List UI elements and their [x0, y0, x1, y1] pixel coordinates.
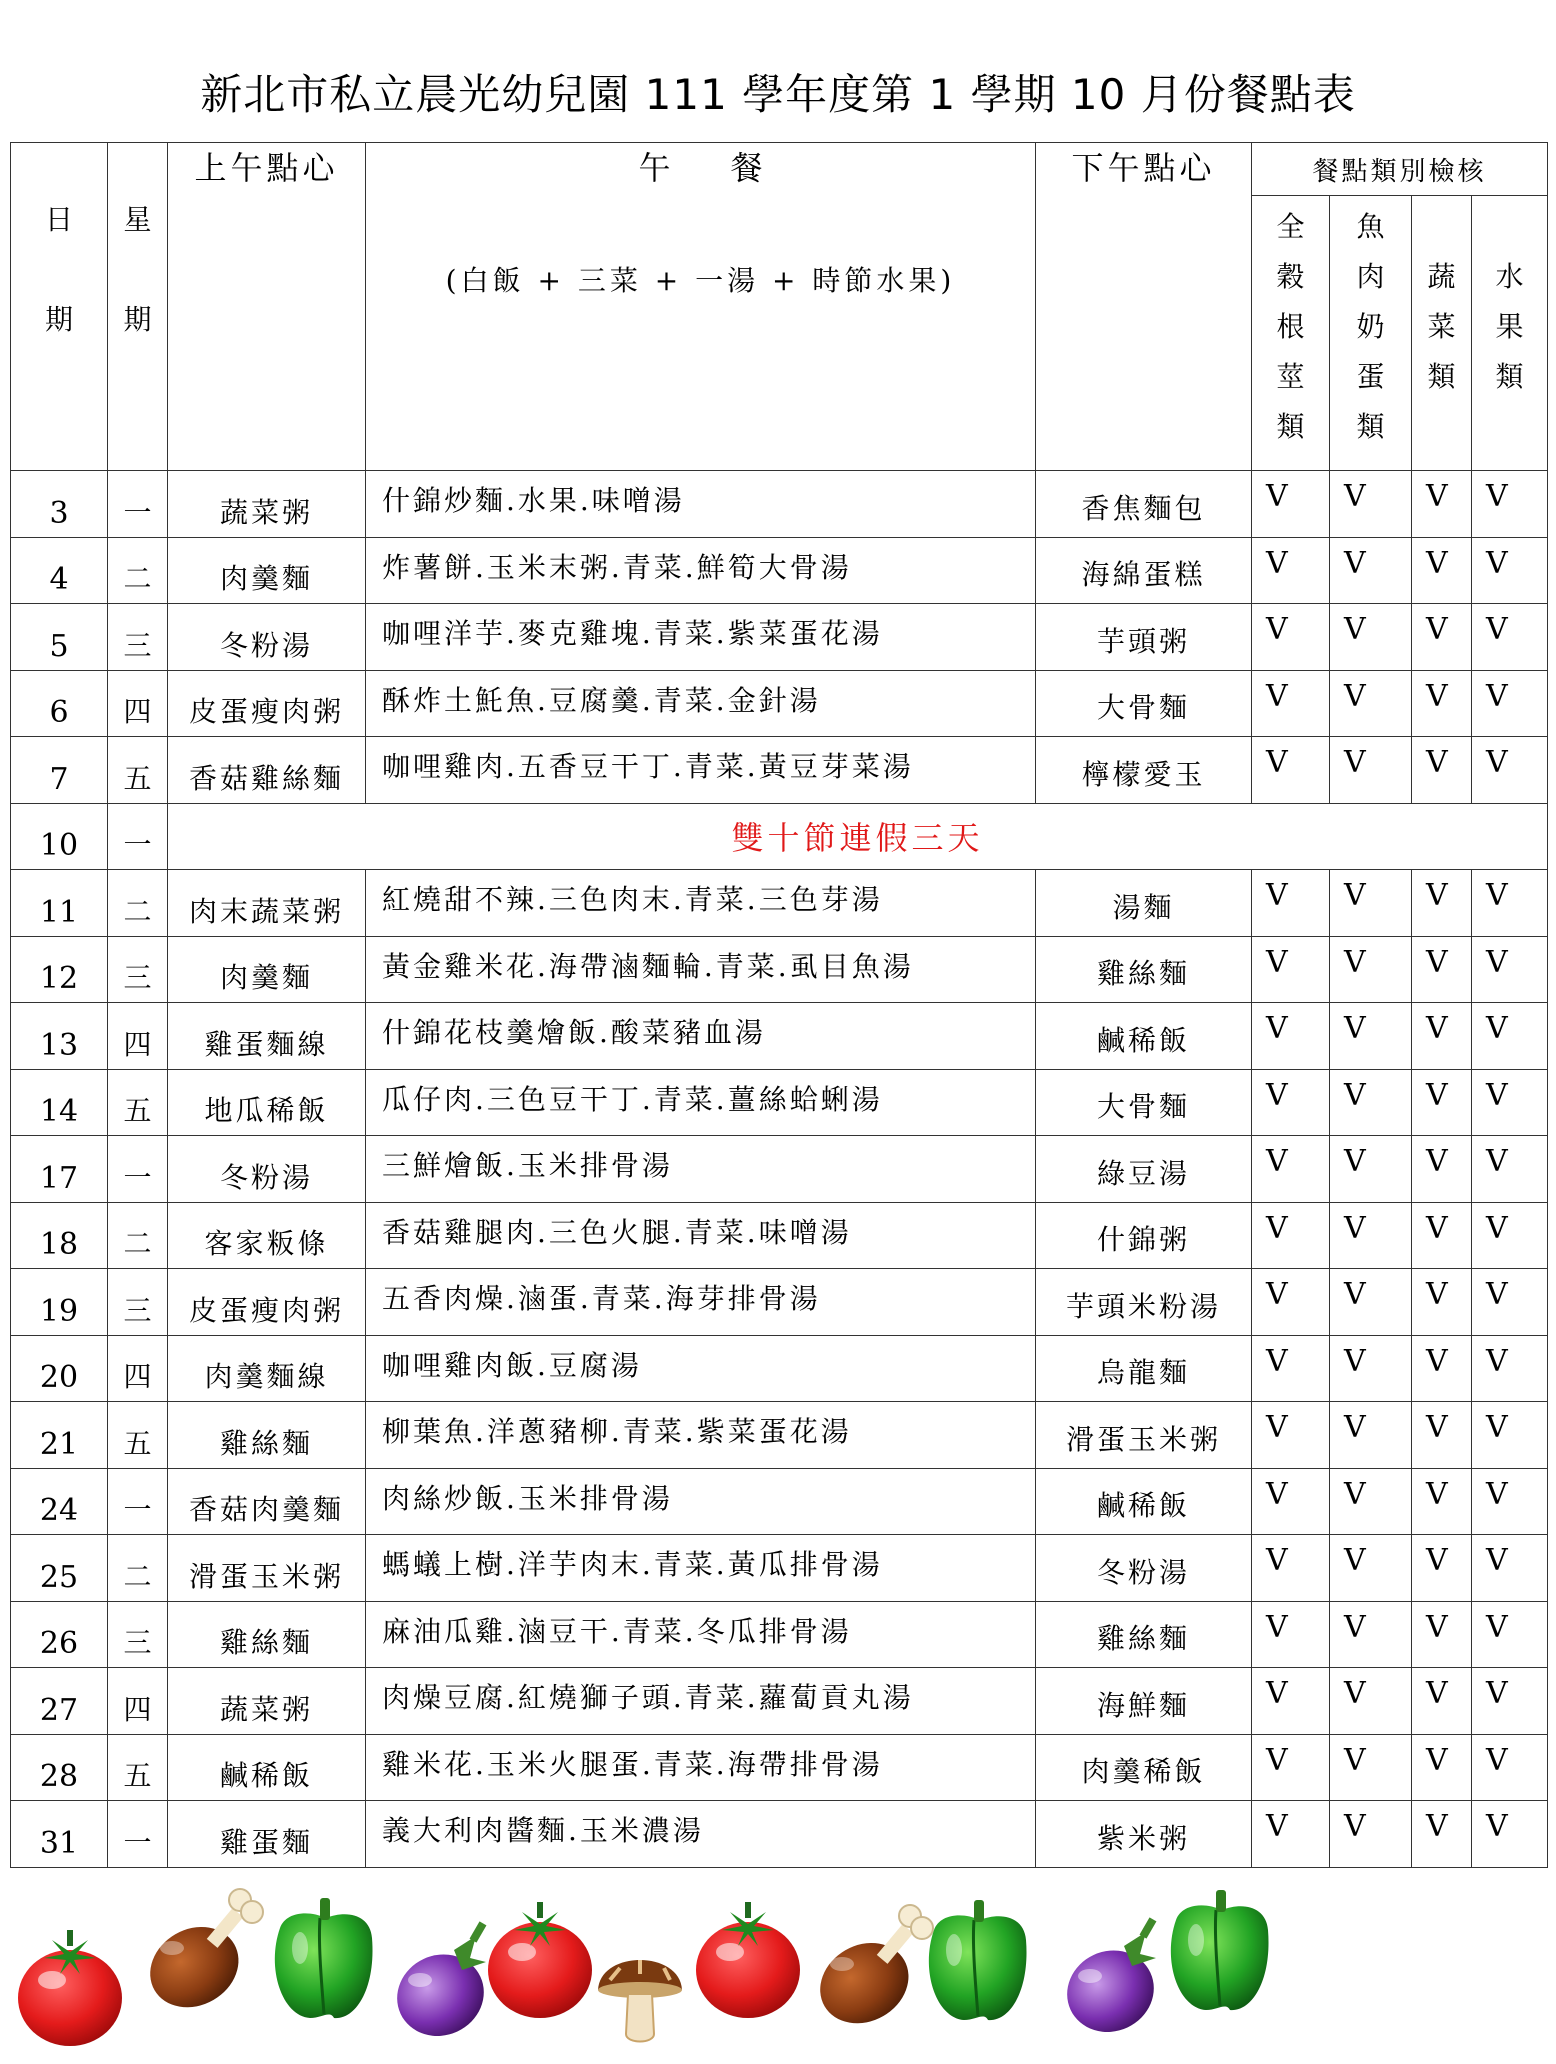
cell-weekday: 一	[108, 471, 168, 538]
cell-date: 27	[11, 1668, 108, 1735]
cell-check-mark: V	[1472, 870, 1548, 937]
cell-morning-snack: 地瓜稀飯	[168, 1069, 366, 1136]
cell-check-mark: V	[1412, 1734, 1472, 1801]
cell-lunch: 義大利肉醬麵.玉米濃湯	[366, 1801, 1036, 1868]
cell-check-mark: V	[1412, 670, 1472, 737]
cell-check-mark: V	[1330, 737, 1412, 804]
drumstick-icon	[136, 1889, 263, 2023]
cell-check-mark: V	[1252, 1202, 1330, 1269]
table-row	[11, 471, 1548, 538]
cell-afternoon-snack: 紫米粥	[1036, 1801, 1252, 1868]
cell-weekday: 四	[108, 1003, 168, 1070]
cell-check-mark: V	[1330, 1601, 1412, 1668]
cell-afternoon-snack: 鹹稀飯	[1036, 1468, 1252, 1535]
cell-check-mark: V	[1252, 1335, 1330, 1402]
cell-morning-snack: 雞絲麵	[168, 1601, 366, 1668]
cell-lunch: 雞米花.玉米火腿蛋.青菜.海帶排骨湯	[366, 1734, 1036, 1801]
cell-lunch: 肉絲炒飯.玉米排骨湯	[366, 1468, 1036, 1535]
cell-check-mark: V	[1252, 1468, 1330, 1535]
cell-check-mark: V	[1330, 870, 1412, 937]
header-date: 日 期	[11, 143, 108, 471]
cell-weekday: 二	[108, 870, 168, 937]
cell-check-mark: V	[1330, 1269, 1412, 1336]
green-pepper-icon	[275, 1898, 373, 2018]
cell-check-mark: V	[1412, 1402, 1472, 1469]
cell-lunch: 什錦花枝羹燴飯.酸菜豬血湯	[366, 1003, 1036, 1070]
cell-check-mark: V	[1472, 1069, 1548, 1136]
cell-date: 18	[11, 1202, 108, 1269]
tomato-icon	[696, 1902, 800, 2018]
cell-check-mark: V	[1412, 1801, 1472, 1868]
cell-lunch: 柳葉魚.洋蔥豬柳.青菜.紫菜蛋花湯	[366, 1402, 1036, 1469]
header-afternoon-snack: 下午點心	[1036, 143, 1252, 471]
cell-check-mark: V	[1330, 1335, 1412, 1402]
cell-check-mark: V	[1472, 1136, 1548, 1203]
cell-date: 4	[11, 537, 108, 604]
cell-weekday: 二	[108, 537, 168, 604]
cell-check-mark: V	[1472, 1335, 1548, 1402]
cell-check-mark: V	[1252, 936, 1330, 1003]
cell-weekday: 三	[108, 1601, 168, 1668]
meal-table	[10, 142, 1548, 1868]
cell-morning-snack: 皮蛋瘦肉粥	[168, 1269, 366, 1336]
cell-afternoon-snack: 海鮮麵	[1036, 1668, 1252, 1735]
cell-weekday: 四	[108, 1335, 168, 1402]
cell-date: 28	[11, 1734, 108, 1801]
cell-morning-snack: 蔬菜粥	[168, 1668, 366, 1735]
cell-afternoon-snack: 檸檬愛玉	[1036, 737, 1252, 804]
cell-check-mark: V	[1412, 1136, 1472, 1203]
cell-afternoon-snack: 雞絲麵	[1036, 936, 1252, 1003]
cell-date: 5	[11, 604, 108, 671]
cell-weekday: 一	[108, 1136, 168, 1203]
cell-date: 14	[11, 1069, 108, 1136]
cell-lunch: 肉燥豆腐.紅燒獅子頭.青菜.蘿蔔貢丸湯	[366, 1668, 1036, 1735]
cell-weekday: 二	[108, 1202, 168, 1269]
cell-check-mark: V	[1472, 670, 1548, 737]
cell-weekday: 四	[108, 670, 168, 737]
page-title: 新北市私立晨光幼兒園 111 學年度第 1 學期 10 月份餐點表	[200, 70, 1356, 119]
cell-afternoon-snack: 鹹稀飯	[1036, 1003, 1252, 1070]
cell-check-mark: V	[1252, 1136, 1330, 1203]
cell-morning-snack: 客家粄條	[168, 1202, 366, 1269]
cell-check-mark: V	[1412, 1202, 1472, 1269]
cell-check-mark: V	[1252, 537, 1330, 604]
cell-morning-snack: 冬粉湯	[168, 604, 366, 671]
cell-holiday-notice: 雙十節連假三天	[168, 803, 1548, 870]
cell-check-mark: V	[1330, 1069, 1412, 1136]
cell-weekday: 三	[108, 1269, 168, 1336]
table-row	[11, 604, 1548, 671]
mushroom-icon	[598, 1960, 682, 2042]
footer-food-icons	[0, 1880, 1556, 2050]
cell-check-mark: V	[1472, 1003, 1548, 1070]
cell-check-mark: V	[1412, 604, 1472, 671]
cell-check-mark: V	[1330, 1734, 1412, 1801]
tomato-icon	[18, 1930, 122, 2046]
cell-lunch: 香菇雞腿肉.三色火腿.青菜.味噌湯	[366, 1202, 1036, 1269]
cell-lunch: 螞蟻上樹.洋芋肉末.青菜.黃瓜排骨湯	[366, 1535, 1036, 1602]
cell-lunch: 咖哩洋芋.麥克雞塊.青菜.紫菜蛋花湯	[366, 604, 1036, 671]
cell-lunch: 五香肉燥.滷蛋.青菜.海芽排骨湯	[366, 1269, 1036, 1336]
cell-morning-snack: 蔬菜粥	[168, 471, 366, 538]
cell-weekday: 一	[108, 1801, 168, 1868]
table-row	[11, 1269, 1548, 1336]
cell-check-mark: V	[1472, 737, 1548, 804]
cell-lunch: 什錦炒麵.水果.味噌湯	[366, 471, 1036, 538]
cell-afternoon-snack: 湯麵	[1036, 870, 1252, 937]
header-check-protein: 魚 肉 奶 蛋 類	[1330, 196, 1412, 471]
table-row	[11, 737, 1548, 804]
cell-date: 19	[11, 1269, 108, 1336]
cell-date: 21	[11, 1402, 108, 1469]
cell-check-mark: V	[1330, 1003, 1412, 1070]
header-check-vegetable: 蔬 菜 類	[1412, 196, 1472, 471]
table-row	[11, 1468, 1548, 1535]
cell-lunch: 麻油瓜雞.滷豆干.青菜.冬瓜排骨湯	[366, 1601, 1036, 1668]
cell-check-mark: V	[1252, 1734, 1330, 1801]
cell-check-mark: V	[1252, 1069, 1330, 1136]
cell-date: 6	[11, 670, 108, 737]
table-row	[11, 1601, 1548, 1668]
cell-weekday: 二	[108, 1535, 168, 1602]
cell-date: 25	[11, 1535, 108, 1602]
cell-check-mark: V	[1252, 670, 1330, 737]
cell-afternoon-snack: 滑蛋玉米粥	[1036, 1402, 1252, 1469]
header-check-grains: 全 穀 根 莖 類	[1252, 196, 1330, 471]
header-morning-snack: 上午點心	[168, 143, 366, 471]
cell-afternoon-snack: 冬粉湯	[1036, 1535, 1252, 1602]
cell-weekday: 一	[108, 803, 168, 870]
cell-check-mark: V	[1330, 1202, 1412, 1269]
cell-morning-snack: 雞絲麵	[168, 1402, 366, 1469]
cell-afternoon-snack: 海綿蛋糕	[1036, 537, 1252, 604]
green-pepper-icon	[929, 1900, 1027, 2020]
cell-check-mark: V	[1412, 1003, 1472, 1070]
cell-check-mark: V	[1252, 1601, 1330, 1668]
cell-check-mark: V	[1252, 1269, 1330, 1336]
header-weekday: 星 期	[108, 143, 168, 471]
table-row	[11, 670, 1548, 737]
cell-check-mark: V	[1412, 1069, 1472, 1136]
cell-afternoon-snack: 香焦麵包	[1036, 471, 1252, 538]
cell-check-mark: V	[1330, 1801, 1412, 1868]
tomato-icon	[488, 1902, 592, 2018]
cell-lunch: 咖哩雞肉.五香豆干丁.青菜.黃豆芽菜湯	[366, 737, 1036, 804]
cell-check-mark: V	[1472, 1468, 1548, 1535]
cell-check-mark: V	[1252, 1668, 1330, 1735]
cell-check-mark: V	[1412, 1468, 1472, 1535]
cell-check-mark: V	[1412, 1601, 1472, 1668]
cell-date: 11	[11, 870, 108, 937]
header-check: 餐點類別檢核	[1252, 143, 1548, 196]
cell-afternoon-snack: 雞絲麵	[1036, 1601, 1252, 1668]
cell-check-mark: V	[1472, 604, 1548, 671]
cell-morning-snack: 肉羹麵線	[168, 1335, 366, 1402]
cell-date: 3	[11, 471, 108, 538]
table-row	[11, 1402, 1548, 1469]
table-row	[11, 1202, 1548, 1269]
cell-check-mark: V	[1472, 1402, 1548, 1469]
cell-check-mark: V	[1412, 870, 1472, 937]
cell-afternoon-snack: 大骨麵	[1036, 670, 1252, 737]
cell-check-mark: V	[1472, 1601, 1548, 1668]
cell-check-mark: V	[1330, 537, 1412, 604]
cell-morning-snack: 肉羹麵	[168, 936, 366, 1003]
cell-lunch: 酥炸土魠魚.豆腐羹.青菜.金針湯	[366, 670, 1036, 737]
cell-morning-snack: 香菇肉羹麵	[168, 1468, 366, 1535]
cell-date: 13	[11, 1003, 108, 1070]
cell-check-mark: V	[1252, 1535, 1330, 1602]
header-lunch-sub: (白飯 + 三菜 + 一湯 + 時節水果)	[445, 264, 956, 297]
cell-lunch: 瓜仔肉.三色豆干丁.青菜.薑絲蛤蜊湯	[366, 1069, 1036, 1136]
cell-date: 7	[11, 737, 108, 804]
cell-check-mark: V	[1472, 1668, 1548, 1735]
cell-weekday: 五	[108, 1069, 168, 1136]
table-row	[11, 1335, 1548, 1402]
cell-check-mark: V	[1412, 1269, 1472, 1336]
cell-afternoon-snack: 什錦粥	[1036, 1202, 1252, 1269]
cell-check-mark: V	[1252, 1402, 1330, 1469]
cell-check-mark: V	[1330, 604, 1412, 671]
cell-afternoon-snack: 烏龍麵	[1036, 1335, 1252, 1402]
cell-check-mark: V	[1472, 936, 1548, 1003]
table-row	[11, 1069, 1548, 1136]
cell-afternoon-snack: 芋頭米粉湯	[1036, 1269, 1252, 1336]
cell-check-mark: V	[1252, 1003, 1330, 1070]
cell-check-mark: V	[1252, 471, 1330, 538]
cell-afternoon-snack: 肉羹稀飯	[1036, 1734, 1252, 1801]
cell-morning-snack: 雞蛋麵線	[168, 1003, 366, 1070]
cell-weekday: 三	[108, 604, 168, 671]
cell-morning-snack: 香菇雞絲麵	[168, 737, 366, 804]
cell-weekday: 五	[108, 737, 168, 804]
table-row	[11, 1003, 1548, 1070]
cell-date: 12	[11, 936, 108, 1003]
cell-check-mark: V	[1472, 1801, 1548, 1868]
cell-check-mark: V	[1472, 537, 1548, 604]
cell-check-mark: V	[1412, 737, 1472, 804]
cell-check-mark: V	[1330, 936, 1412, 1003]
cell-check-mark: V	[1330, 1535, 1412, 1602]
cell-weekday: 四	[108, 1668, 168, 1735]
cell-lunch: 三鮮燴飯.玉米排骨湯	[366, 1136, 1036, 1203]
cell-lunch: 紅燒甜不辣.三色肉末.青菜.三色芽湯	[366, 870, 1036, 937]
cell-check-mark: V	[1330, 471, 1412, 538]
cell-lunch: 黃金雞米花.海帶滷麵輪.青菜.虱目魚湯	[366, 936, 1036, 1003]
cell-date: 17	[11, 1136, 108, 1203]
cell-check-mark: V	[1330, 1136, 1412, 1203]
cell-check-mark: V	[1330, 1668, 1412, 1735]
header-lunch: 午餐 (白飯 + 三菜 + 一湯 + 時節水果)	[366, 143, 1036, 471]
cell-weekday: 五	[108, 1402, 168, 1469]
cell-date: 10	[11, 803, 108, 870]
table-row	[11, 870, 1548, 937]
cell-morning-snack: 鹹稀飯	[168, 1734, 366, 1801]
header-check-fruit: 水 果 類	[1472, 196, 1548, 471]
cell-check-mark: V	[1330, 670, 1412, 737]
cell-check-mark: V	[1412, 1535, 1472, 1602]
cell-morning-snack: 滑蛋玉米粥	[168, 1535, 366, 1602]
cell-check-mark: V	[1412, 537, 1472, 604]
cell-check-mark: V	[1330, 1468, 1412, 1535]
table-row	[11, 1136, 1548, 1203]
cell-check-mark: V	[1252, 737, 1330, 804]
table-row	[11, 1734, 1548, 1801]
eggplant-icon	[1054, 1917, 1168, 2046]
cell-weekday: 三	[108, 936, 168, 1003]
cell-afternoon-snack: 大骨麵	[1036, 1069, 1252, 1136]
cell-morning-snack: 冬粉湯	[168, 1136, 366, 1203]
cell-check-mark: V	[1252, 1801, 1330, 1868]
green-pepper-icon	[1171, 1890, 1269, 2010]
cell-afternoon-snack: 芋頭粥	[1036, 604, 1252, 671]
cell-check-mark: V	[1472, 1535, 1548, 1602]
cell-weekday: 五	[108, 1734, 168, 1801]
cell-check-mark: V	[1412, 936, 1472, 1003]
cell-check-mark: V	[1412, 471, 1472, 538]
cell-morning-snack: 肉羹麵	[168, 537, 366, 604]
drumstick-icon	[806, 1905, 933, 2039]
cell-date: 31	[11, 1801, 108, 1868]
table-row	[11, 1668, 1548, 1735]
table-row	[11, 1535, 1548, 1602]
cell-date: 20	[11, 1335, 108, 1402]
cell-date: 26	[11, 1601, 108, 1668]
table-row	[11, 1801, 1548, 1868]
cell-check-mark: V	[1472, 471, 1548, 538]
table-row	[11, 803, 1548, 870]
cell-check-mark: V	[1472, 1202, 1548, 1269]
cell-check-mark: V	[1330, 1402, 1412, 1469]
cell-lunch: 咖哩雞肉飯.豆腐湯	[366, 1335, 1036, 1402]
cell-date: 24	[11, 1468, 108, 1535]
cell-lunch: 炸薯餅.玉米末粥.青菜.鮮筍大骨湯	[366, 537, 1036, 604]
cell-check-mark: V	[1472, 1734, 1548, 1801]
eggplant-icon	[384, 1921, 498, 2050]
cell-morning-snack: 肉末蔬菜粥	[168, 870, 366, 937]
cell-morning-snack: 雞蛋麵	[168, 1801, 366, 1868]
cell-afternoon-snack: 綠豆湯	[1036, 1136, 1252, 1203]
cell-check-mark: V	[1412, 1668, 1472, 1735]
cell-check-mark: V	[1412, 1335, 1472, 1402]
table-row	[11, 537, 1548, 604]
cell-check-mark: V	[1472, 1269, 1548, 1336]
cell-check-mark: V	[1252, 870, 1330, 937]
cell-weekday: 一	[108, 1468, 168, 1535]
cell-morning-snack: 皮蛋瘦肉粥	[168, 670, 366, 737]
table-row	[11, 936, 1548, 1003]
cell-check-mark: V	[1252, 604, 1330, 671]
